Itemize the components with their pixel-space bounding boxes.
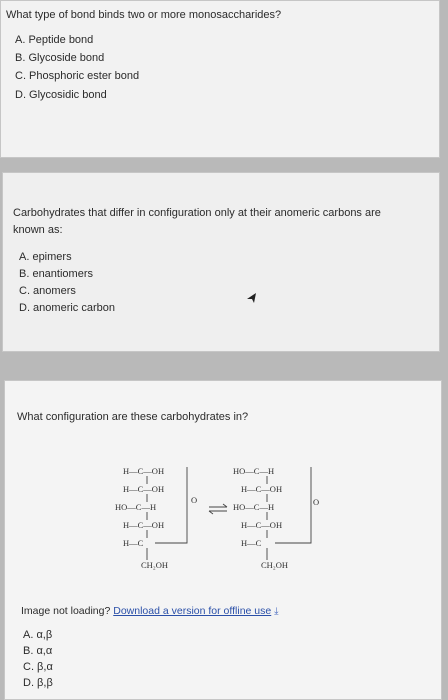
question-text-line-1: Carbohydrates that differ in configuration only at their anomeric carbons are xyxy=(13,207,381,219)
left-row-4: H—C—OH xyxy=(123,520,165,530)
left-row-3: HO—C—H xyxy=(115,502,157,512)
right-ring-oxygen: O xyxy=(313,497,320,507)
download-offline-link[interactable]: Download a version for offline use xyxy=(113,605,272,617)
option-c[interactable]: C. β,α xyxy=(23,661,53,673)
question-card-2 xyxy=(2,172,440,352)
left-row-5: H—C xyxy=(123,538,144,548)
option-a[interactable]: A. epimers xyxy=(19,251,72,263)
option-a[interactable]: A. α,β xyxy=(23,629,53,641)
option-b[interactable]: B. enantiomers xyxy=(19,268,93,280)
right-row-2: H—C—OH xyxy=(241,484,283,494)
option-c[interactable]: C. Phosphoric ester bond xyxy=(15,70,140,82)
right-row-5: H—C xyxy=(241,538,262,548)
question-text-line-2: known as: xyxy=(13,224,63,236)
left-row-2: H—C—OH xyxy=(123,484,165,494)
right-row-4: H—C—OH xyxy=(241,520,283,530)
option-d[interactable]: D. anomeric carbon xyxy=(19,302,115,314)
option-b[interactable]: B. Glycoside bond xyxy=(15,52,105,64)
left-ring-oxygen: O xyxy=(191,495,198,505)
option-d[interactable]: D. β,β xyxy=(23,677,53,689)
equilibrium-arrow-icon xyxy=(209,504,227,514)
right-structure xyxy=(233,467,319,570)
left-ch2oh: CH₂OH xyxy=(141,560,169,570)
option-a[interactable]: A. Peptide bond xyxy=(15,34,94,46)
right-row-3: HO—C—H xyxy=(233,502,275,512)
right-row-1: HO—C—H xyxy=(233,467,275,476)
question-card-3 xyxy=(4,380,442,700)
download-icon[interactable]: ⤓ xyxy=(274,606,279,617)
question-card-1 xyxy=(0,0,440,158)
left-structure xyxy=(115,467,197,570)
right-ch2oh: CH₂OH xyxy=(261,560,289,570)
image-not-loading-text: Image not loading? xyxy=(21,605,111,617)
image-help-line xyxy=(21,603,279,620)
mouse-cursor-icon xyxy=(246,291,260,305)
option-b[interactable]: B. α,α xyxy=(23,645,53,657)
question-text: What type of bond binds two or more monosaccharides? xyxy=(6,9,282,21)
question-text: What configuration are these carbohydrates in? xyxy=(17,411,249,423)
left-row-1: H—C—OH xyxy=(123,467,165,476)
option-c[interactable]: C. anomers xyxy=(19,285,76,297)
carbohydrate-structures-figure xyxy=(115,467,325,595)
option-d[interactable]: D. Glycosidic bond xyxy=(15,89,107,101)
